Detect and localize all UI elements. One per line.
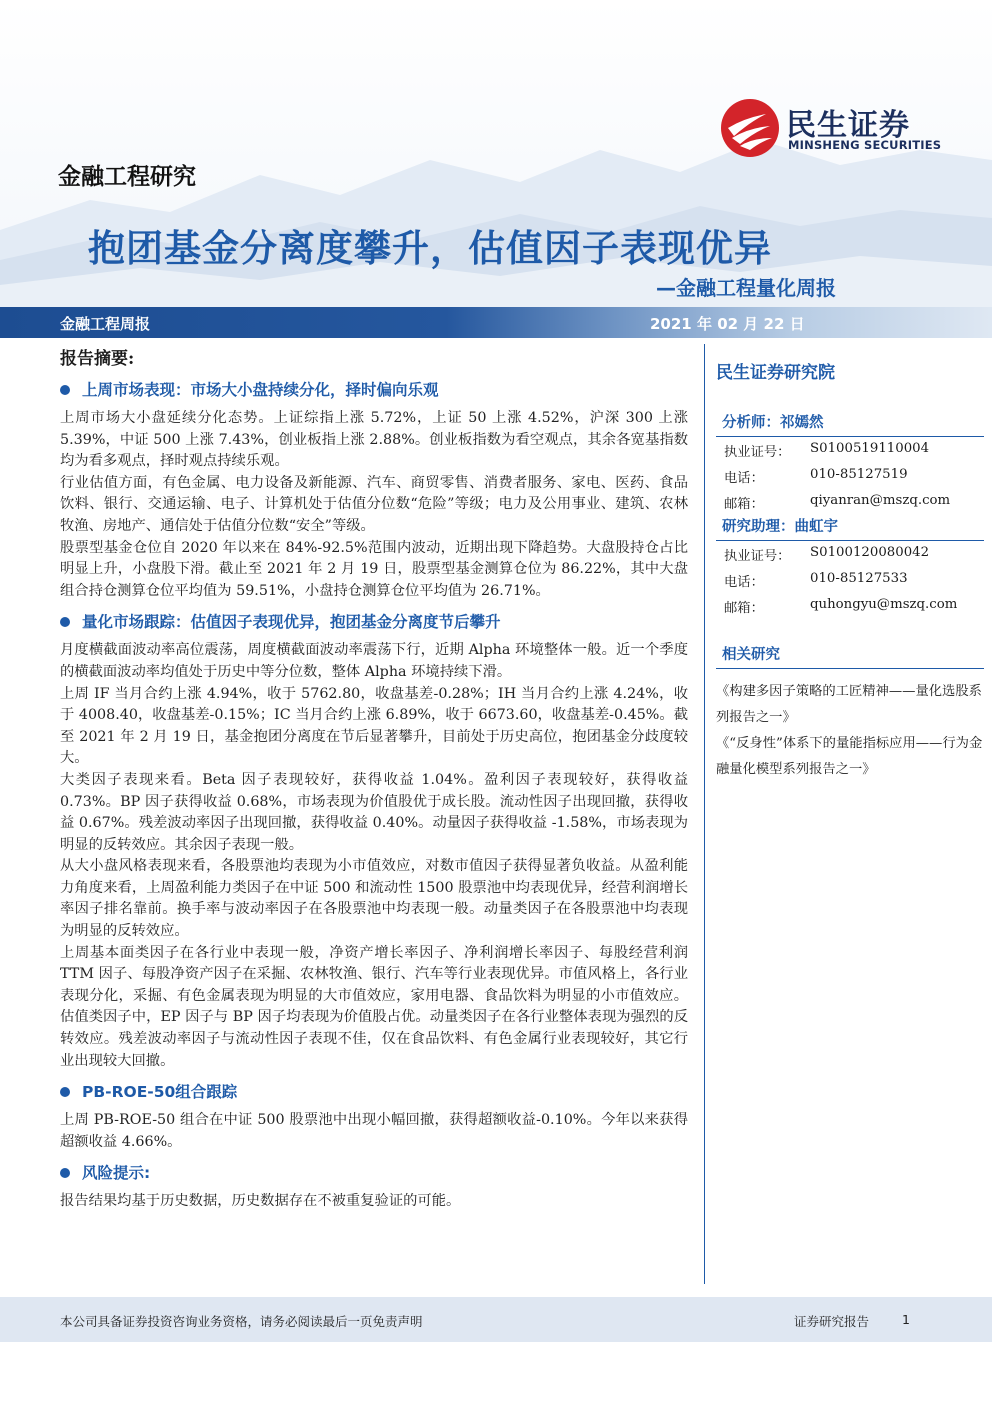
report-date: 2021 年 02 月 22 日 <box>650 315 805 333</box>
bullet-icon <box>60 1168 70 1178</box>
paragraph: 上周基本面类因子在各行业中表现一般，净资产增长率因子、净利润增长率因子、每股经营利润 TTM 因子、每股净资产因子在采掘、农林牧渔、银行、汽车等行业表现优异。市值风格上，各行业表现分化，采掘、有色金属表现为明显的大市值效应，家用电器、食品饮料为明显的小市值效应。估值类因子中，EP 因子与 BP 因子均表现为价值股占优。动量类因子在各行业整体表现为强烈的反转效应。残差波动率因子与流动性因子表现不佳，仅在食品饮料、有色金属行业表现较好，其它行业出现较大回撤。 <box>60 944 688 1069</box>
section-risk <box>60 1161 688 1213</box>
column-divider <box>704 344 705 1284</box>
page-footer <box>0 1297 992 1342</box>
brand-name-en: MINSHENG SECURITIES <box>788 138 942 152</box>
analyst-phone-row: 电话： 010-85127519 <box>724 467 908 486</box>
section-heading: 风险提示: <box>60 1161 688 1185</box>
report-subtitle: —金融工程量化周报 <box>656 276 836 300</box>
bullet-icon <box>60 385 70 395</box>
section-pbroe <box>60 1080 688 1153</box>
footer-disclaimer: 本公司具备证券投资咨询业务资格，请务必阅读最后一页免责声明 <box>60 1314 423 1329</box>
paragraph: 股票型基金仓位自 2020 年以来在 84%-92.5%范围内波动，近期出现下降趋势。大盘股持仓占比明显上升，小盘股下滑。截止至 2021 年 2 月 19 日，股票型基金测算仓位为 86.22%，其中大盘组合持仓测算仓位平均值为 59.51%，小盘持仓测算仓位平均值为 26.71%。 <box>60 539 688 599</box>
analyst-email-link[interactable]: qiyanran@mszq.com <box>810 493 951 508</box>
paragraph: 上周 PB-ROE-50 组合在中证 500 股票池中出现小幅回撤，获得超额收益-0.10%。今年以来获得超额收益 4.66%。 <box>60 1112 688 1150</box>
report-category: 金融工程研究 <box>58 164 196 190</box>
assistant-license-row: 执业证号： S0100120080042 <box>724 545 930 564</box>
paragraph: 上周市场大小盘延续分化态势。上证综指上涨 5.72%，上证 50 上涨 4.52%，沪深 300 上涨 5.39%，中证 500 上涨 7.43%，创业板指上涨 2.88%。创业板指数为看空观点，其余各宽基指数均为看多观点，择时观点持续乐观。 <box>60 410 688 470</box>
institute-name: 民生证券研究院 <box>716 363 835 383</box>
footer-report-type: 证券研究报告 <box>794 1314 870 1329</box>
paragraph: 行业估值方面，有色金属、电力设备及新能源、汽车、商贸零售、消费者服务、家电、医药、食品饮料、银行、交通运输、电子、计算机处于估值分位数“危险”等级；电力及公用事业、建筑、农林牧渔、房地产、通信处于估值分位数“安全”等级。 <box>60 474 688 534</box>
report-series-label: 金融工程周报 <box>60 315 151 333</box>
brand-name-cn: 民生证券 <box>786 108 910 143</box>
section-heading: 量化市场跟踪：估值因子表现优异，抱团基金分离度节后攀升 <box>60 610 688 634</box>
summary-body <box>60 378 688 1213</box>
related-research-item[interactable]: 《“反身性”体系下的量能指标应用——行为金融量化模型系列报告之一》 <box>716 736 983 777</box>
paragraph: 报告结果均基于历史数据，历史数据存在不被重复验证的可能。 <box>60 1193 461 1210</box>
section-heading: 上周市场表现：市场大小盘持续分化，择时偏向乐观 <box>60 378 688 402</box>
section-quant <box>60 610 688 1072</box>
paragraph: 大类因子表现来看。Beta 因子表现较好，获得收益 1.04%。盈利因子表现较好，获得收益 0.73%。BP 因子获得收益 0.68%，市场表现为价值股优于成长股。流动性因子出现回撤，获得收益 0.67%。残差波动率因子出现回撤，获得收益 0.40%。动量因子获得收益 -1.58%，市场表现为明显的反转效应。其余因子表现一般。 <box>60 771 688 853</box>
analyst-heading: 分析师：祁嫣然 <box>716 411 984 437</box>
paragraph: 上周 IF 当月合约上涨 4.94%，收于 5762.80，收盘基差-0.28%；IH 当月合约上涨 4.24%，收于 4008.40，收盘基差-0.15%；IC 当月合约上涨 6.89%，收于 6673.60，收盘基差-0.45%。截至 2021 年 2 月 19 日，基金抱团分离度在节后显著攀升，目前处于历史高位，抱团基金分歧度较大。 <box>60 685 688 767</box>
page-number: 1 <box>902 1312 910 1327</box>
assistant-phone-row: 电话： 010-85127533 <box>724 571 908 590</box>
report-title: 抱团基金分离度攀升，估值因子表现优异 <box>88 227 772 270</box>
brand-logo <box>720 98 960 158</box>
summary-label: 报告摘要: <box>60 349 135 369</box>
related-research-heading: 相关研究 <box>716 643 984 669</box>
paragraph: 月度横截面波动率高位震荡，周度横截面波动率震荡下行，近期 Alpha 环境整体一般。近一个季度的横截面波动率均值处于历史中等分位数，整体 Alpha 环境持续下滑。 <box>60 642 688 680</box>
bullet-icon <box>60 1087 70 1097</box>
assistant-email-link[interactable]: quhongyu@mszq.com <box>810 597 958 612</box>
analyst-license-row: 执业证号： S0100519110004 <box>724 441 930 460</box>
related-research-item[interactable]: 《构建多因子策略的工匠精神——量化选股系列报告之一》 <box>716 684 982 725</box>
logo-mark-icon <box>720 98 780 158</box>
paragraph: 从大小盘风格表现来看，各股票池均表现为小市值效应，对数市值因子获得显著负收益。从盈利能力角度来看，上周盈利能力类因子在中证 500 和流动性 1500 股票池中均表现优异，经营利润增长率因子排名靠前。换手率与波动率因子在各股票池中均表现一般。动量类因子在各股票池中均表现为明显的反转效应。 <box>60 858 688 940</box>
assistant-heading: 研究助理：曲虹宇 <box>716 515 984 541</box>
section-market <box>60 378 688 602</box>
title-bar <box>0 307 992 338</box>
analyst-email-row: 邮箱： qiyanran@mszq.com <box>724 493 951 512</box>
section-heading: PB-ROE-50组合跟踪 <box>60 1080 688 1104</box>
assistant-email-row: 邮箱： quhongyu@mszq.com <box>724 597 958 616</box>
sidebar <box>716 354 984 783</box>
bullet-icon <box>60 617 70 627</box>
